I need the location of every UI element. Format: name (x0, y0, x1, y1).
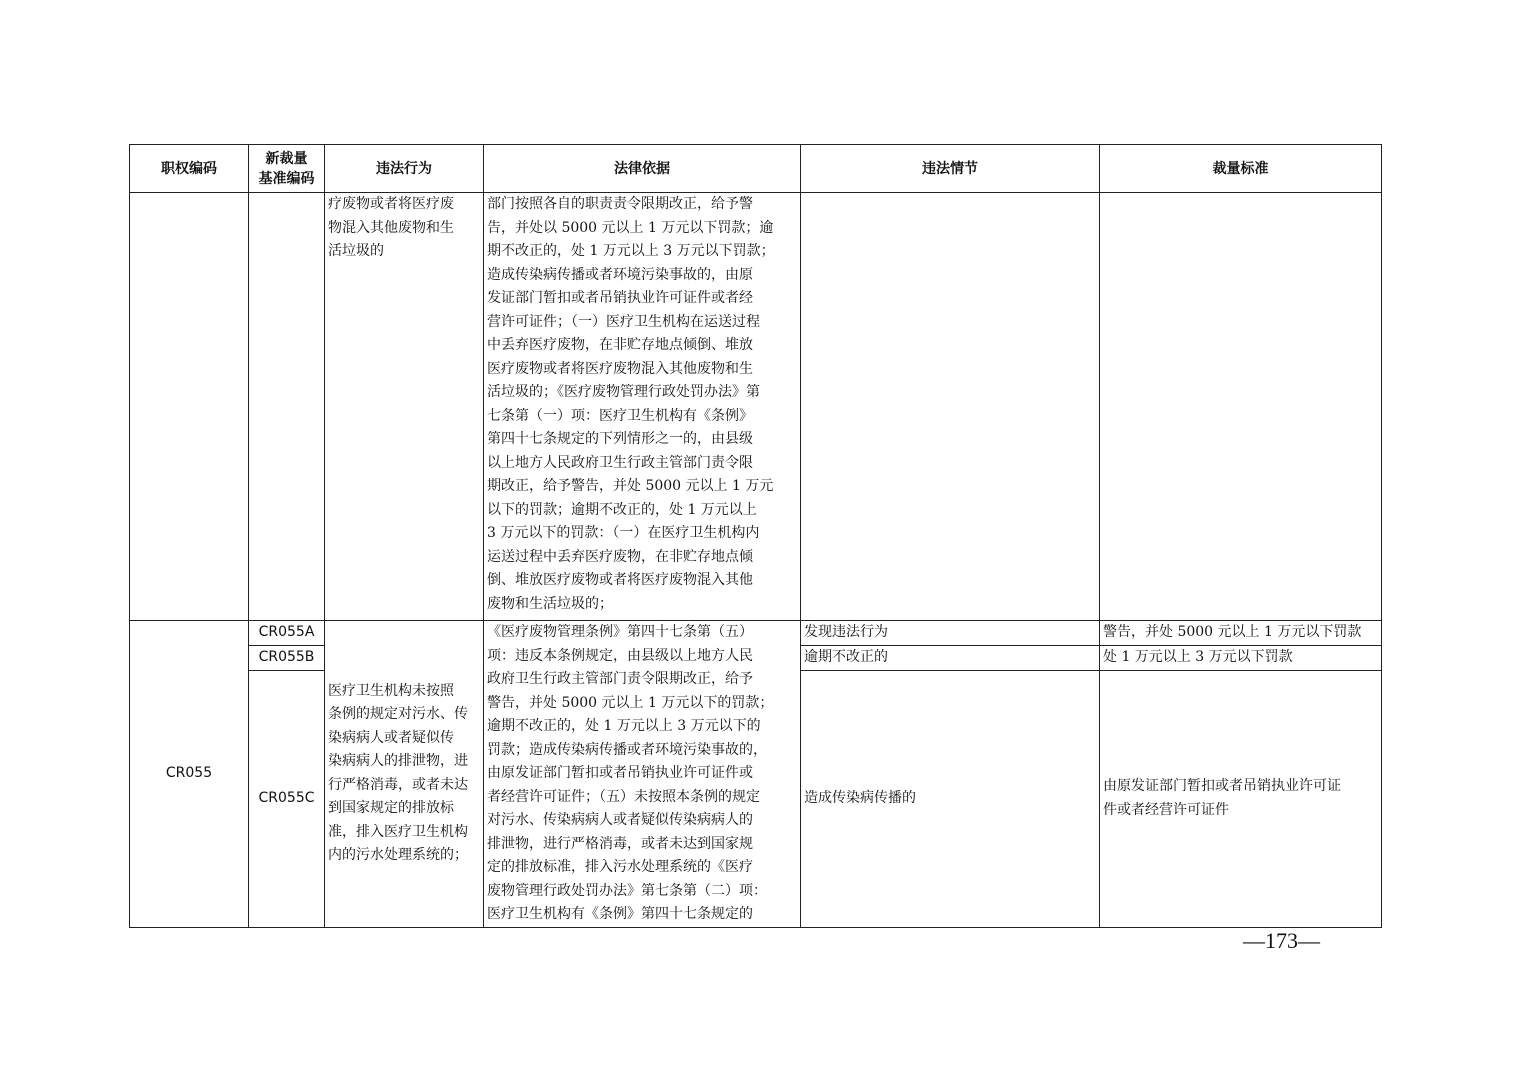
authority-code-cell: CR055 (130, 621, 249, 928)
legal-basis-cell: 部门按照各自的职责责令限期改正，给予警 告，并处以 5000 元以上 1 万元以下罚款；逾 期不改正的，处 1 万元以上 3 万元以下罚款； 造成传染病传播或者环境污染事故的，由原 发证部门暂扣或者吊销执业许可证件或者经 营许可证件；（一）医疗卫生机构在运送过程 中丢弃医疗废物，在非贮存地点倾倒、堆放 医疗废物或者将医疗废物混入其他废物和生 活垃圾的；《医疗废物管理行政处罚办法》第 七条第（一）项：医疗卫生机构有《条例》 第四十七条规定的下列情形之一的，由县级 以上地方人民政府卫生行政主管部门责令限 期改正，给予警告，并处 5000 元以上 1 万元 以下的罚款；逾期不改正的，处 1 万元以上 3 万元以下的罚款：（一）在医疗卫生机构内 运送过程中丢弃医疗废物，在非贮存地点倾 倒、堆放医疗废物或者将医疗废物混入其他 废物和生活垃圾的； (484, 193, 801, 621)
benchmark-code-cell: CR055A (249, 621, 325, 646)
circumstance-cell: 发现违法行为 (801, 621, 1100, 646)
benchmark-code-cell (249, 193, 325, 621)
standard-cell: 处 1 万元以上 3 万元以下罚款 (1100, 646, 1382, 671)
header-benchmark-code: 新裁量 基准编码 (249, 145, 325, 193)
standard-cell (1100, 193, 1382, 621)
table-row-cr055a (130, 621, 1382, 646)
penalty-benchmark-table (129, 144, 1382, 928)
header-standard: 裁量标准 (1100, 145, 1382, 193)
header-violation: 违法行为 (325, 145, 484, 193)
standard-cell: 警告，并处 5000 元以上 1 万元以下罚款 (1100, 621, 1382, 646)
table-row-continuation (130, 193, 1382, 621)
header-authority-code: 职权编码 (130, 145, 249, 193)
circumstance-cell: 造成传染病传播的 (801, 671, 1100, 927)
page-number: —173— (1243, 928, 1320, 953)
header-circumstance: 违法情节 (801, 145, 1100, 193)
violation-cell: 疗废物或者将医疗废 物混入其他废物和生 活垃圾的 (325, 193, 484, 621)
header-legal-basis: 法律依据 (484, 145, 801, 193)
legal-basis-cell: 《医疗废物管理条例》第四十七条第（五） 项：违反本条例规定，由县级以上地方人民 政府卫生行政主管部门责令限期改正，给予 警告，并处 5000 元以上 1 万元以下的罚款； 逾期不改正的，处 1 万元以上 3 万元以下的 罚款；造成传染病传播或者环境污染事故的， 由原发证部门暂扣或者吊销执业许可证件或 者经营许可证件；（五）未按照本条例的规定 对污水、传染病病人或者疑似传染病病人的 排泄物，进行严格消毒，或者未达到国家规 定的排放标准，排入污水处理系统的《医疗 废物管理行政处罚办法》第七条第（二）项： 医疗卫生机构有《条例》第四十七条规定的 (484, 621, 801, 928)
header-row (130, 145, 1382, 193)
authority-code-cell (130, 193, 249, 621)
circumstance-cell (801, 193, 1100, 621)
benchmark-code-cell: CR055C (249, 671, 325, 927)
standard-cell: 由原发证部门暂扣或者吊销执业许可证 件或者经营许可证件 (1100, 671, 1382, 927)
violation-cell: 医疗卫生机构未按照 条例的规定对污水、传 染病病人或者疑似传 染病病人的排泄物，进 行严格消毒，或者未达 到国家规定的排放标 准，排入医疗卫生机构 内的污水处理系统的； (325, 621, 484, 928)
circumstance-cell: 逾期不改正的 (801, 646, 1100, 671)
benchmark-code-cell: CR055B (249, 646, 325, 671)
